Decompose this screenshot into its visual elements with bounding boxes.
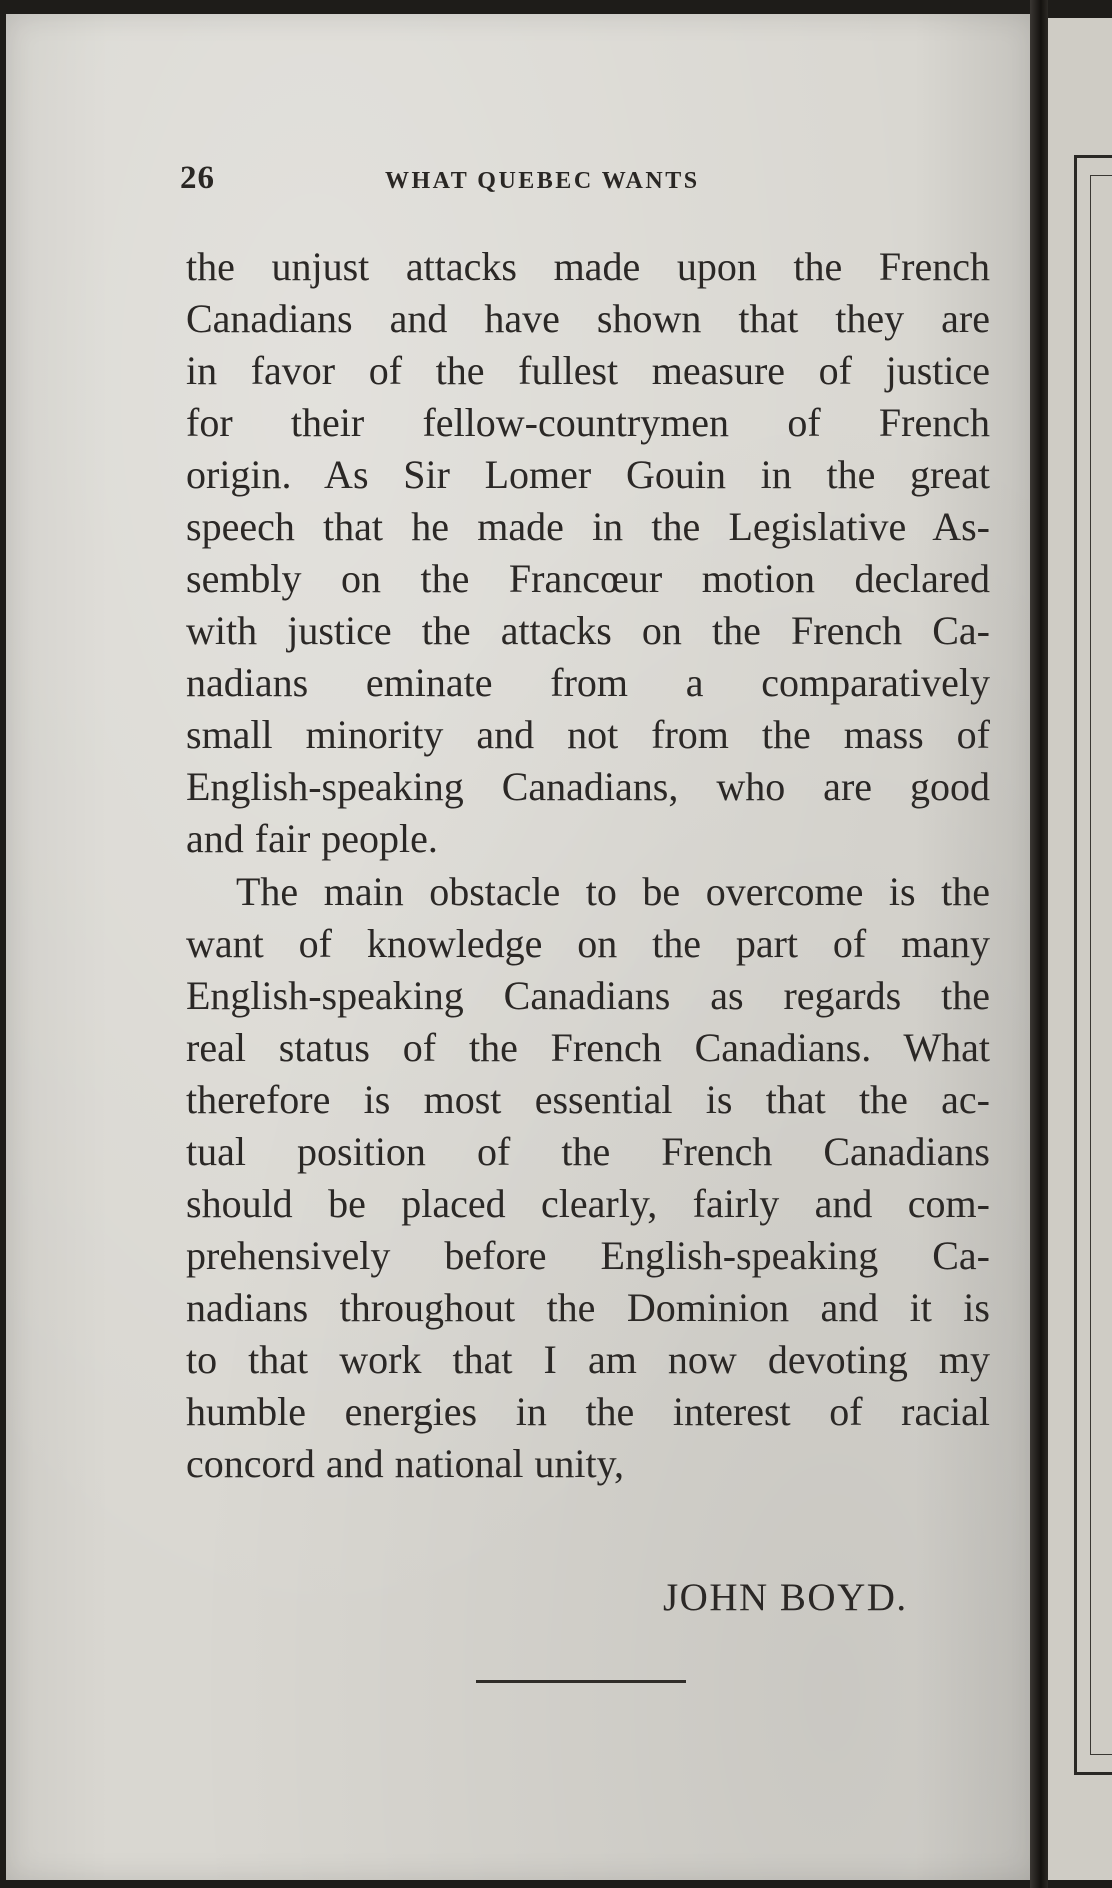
text-line: therefore is most essential is that the ac- <box>186 1077 990 1122</box>
text-line: humble energies in the interest of racial <box>186 1389 990 1434</box>
text-line: want of knowledge on the part of many <box>186 921 990 966</box>
text-line: nadians eminate from a comparatively <box>186 660 990 705</box>
text-line: small minority and not from the mass of <box>186 712 990 757</box>
text-line: with justice the attacks on the French Ca- <box>186 608 990 653</box>
text-line: English-speaking Canadians as regards the <box>186 973 990 1018</box>
closing-rule <box>476 1680 686 1683</box>
paragraph-1 <box>186 241 990 865</box>
text-line: the unjust attacks made upon the French <box>186 244 990 289</box>
text-line: tual position of the French Canadians <box>186 1129 990 1174</box>
book-gutter <box>1030 0 1048 1888</box>
text-line: The main obstacle to be overcome is the <box>236 869 990 914</box>
text-line: English-speaking Canadians, who are good <box>186 764 990 809</box>
text-line: nadians throughout the Dominion and it is <box>186 1285 990 1330</box>
text-line: concord and national unity, <box>186 1441 625 1486</box>
paragraph-2 <box>186 866 990 1490</box>
text-line: for their fellow-countrymen of French <box>186 400 990 445</box>
text-line: real status of the French Canadians. What <box>186 1025 990 1070</box>
text-line: in favor of the fullest measure of justice <box>186 348 990 393</box>
signature: JOHN BOYD. <box>663 1576 908 1619</box>
text-line: and fair people. <box>186 816 438 861</box>
text-line: to that work that I am now devoting my <box>186 1337 990 1382</box>
facing-page-inner-frame <box>1090 175 1112 1755</box>
page-number: 26 <box>180 160 215 196</box>
text-line: prehensively before English-speaking Ca- <box>186 1233 990 1278</box>
text-line: should be placed clearly, fairly and com- <box>186 1181 990 1226</box>
text-line: sembly on the Francœur motion declared <box>186 556 990 601</box>
page-header <box>180 160 980 200</box>
running-head: WHAT QUEBEC WANTS <box>385 168 700 194</box>
text-line: origin. As Sir Lomer Gouin in the great <box>186 452 990 497</box>
text-line: speech that he made in the Legislative As- <box>186 504 990 549</box>
text-line: Canadians and have shown that they are <box>186 296 990 341</box>
